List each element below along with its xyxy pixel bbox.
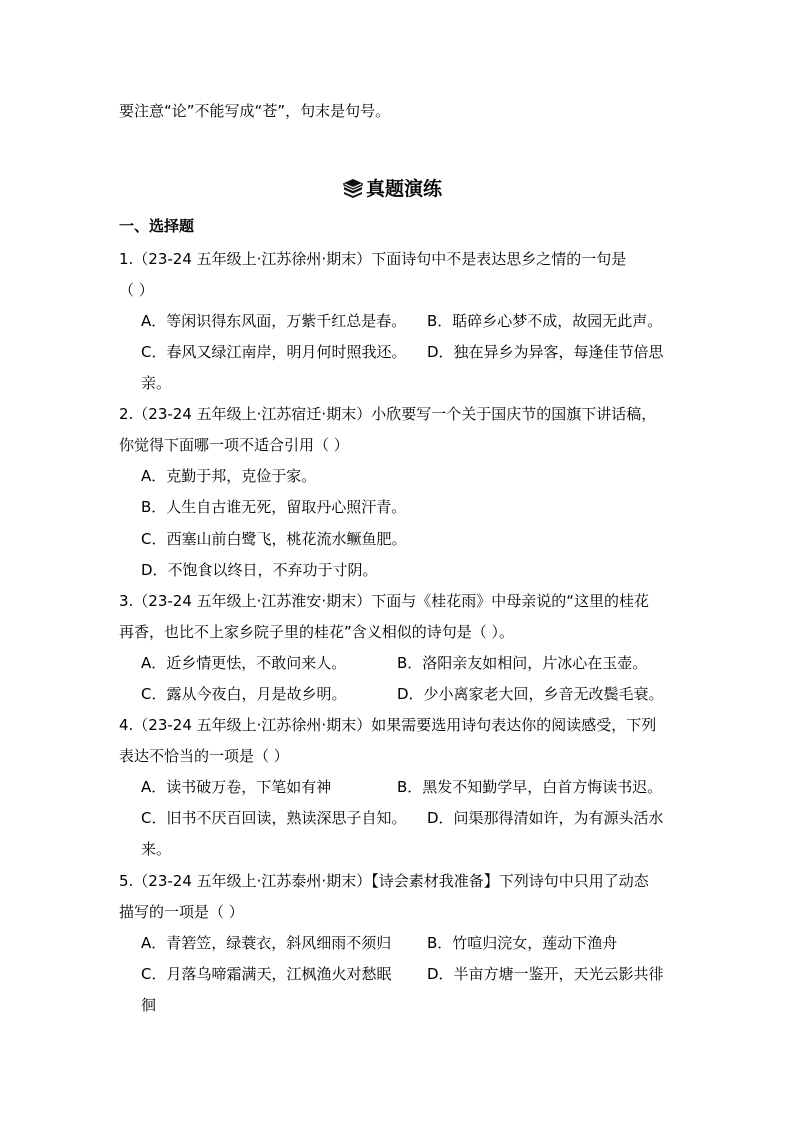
- question-3-stem-cont: 再香，也比不上家乡院子里的桂花”含义相似的诗句是（ ）。: [119, 623, 515, 641]
- question-4-option-c[interactable]: C．旧书不厌百回读，熟读深思子自知。: [141, 809, 407, 827]
- question-1-stem: 1.（23-24 五年级上·江苏徐州·期末）下面诗句中不是表达思乡之情的一句是: [119, 250, 627, 268]
- section-heading: [342, 177, 442, 201]
- question-5-option-d-cont: 徊: [141, 996, 157, 1014]
- question-1-option-a[interactable]: A．等闲识得东风面，万紫千红总是春。: [141, 312, 407, 330]
- question-2-option-b[interactable]: B．人生自古谁无死，留取丹心照汗青。: [141, 498, 407, 516]
- question-4-option-b[interactable]: B．黑发不知勤学早，白首方悔读书迟。: [397, 778, 663, 796]
- question-5-option-d[interactable]: D．半亩方塘一鉴开，天光云影共徘: [427, 965, 664, 983]
- stacked-books-icon: [342, 178, 364, 198]
- question-5-option-c[interactable]: C．月落乌啼霜满天，江枫渔火对愁眠: [141, 965, 392, 983]
- question-2-stem: 2.（23-24 五年级上·江苏宿迁·期末）小欣要写一个关于国庆节的国旗下讲话稿，: [119, 405, 657, 423]
- question-1-option-c[interactable]: C．春风又绿江南岸，明月何时照我还。: [141, 343, 407, 361]
- question-3-option-d[interactable]: D．少小离家老大回，乡音无改鬓毛衰。: [397, 685, 664, 703]
- question-5-stem: 5.（23-24 五年级上·江苏泰州·期末）【诗会素材我准备】下列诗句中只用了动态: [119, 872, 649, 890]
- question-2-option-a[interactable]: A．克勤于邦，克俭于家。: [141, 467, 317, 485]
- question-5-stem-cont: 描写的一项是（ ）: [119, 903, 244, 921]
- intro-text: 要注意“论”不能写成“苍”，句末是句号。: [119, 102, 391, 120]
- question-1-option-d-cont: 亲。: [141, 374, 172, 392]
- question-3-stem: 3.（23-24 五年级上·江苏淮安·期末）下面与《桂花雨》中母亲说的“这里的桂花: [119, 592, 649, 610]
- question-4-option-d-cont: 来。: [141, 840, 172, 858]
- question-2-stem-cont: 你觉得下面哪一项不适合引用（ ）: [119, 436, 349, 454]
- question-5-option-b[interactable]: B．竹喧归浣女，莲动下渔舟: [427, 934, 618, 952]
- question-4-stem-cont: 表达不恰当的一项是（ ）: [119, 747, 289, 765]
- question-3-option-c[interactable]: C．露从今夜白，月是故乡明。: [141, 685, 347, 703]
- question-1-option-b[interactable]: B．聒碎乡心梦不成，故园无此声。: [427, 312, 663, 330]
- question-3-option-a[interactable]: A．近乡情更怯，不敢问来人。: [141, 654, 347, 672]
- question-2-option-c[interactable]: C．西塞山前白鹭飞，桃花流水鳜鱼肥。: [141, 530, 407, 548]
- section-heading-text: 真题演练: [366, 178, 443, 200]
- part-title: 一、选择题: [119, 217, 195, 235]
- question-4-option-a[interactable]: A．读书破万卷，下笔如有神: [141, 778, 332, 796]
- question-5-option-a[interactable]: A．青箬笠，绿蓑衣，斜风细雨不须归: [141, 934, 392, 952]
- question-2-option-d[interactable]: D．不饱食以终日，不弃功于寸阴。: [141, 561, 378, 579]
- question-1-option-d[interactable]: D．独在异乡为异客，每逢佳节倍思: [427, 343, 664, 361]
- question-4-stem: 4.（23-24 五年级上·江苏徐州·期末）如果需要选用诗句表达你的阅读感受，下列: [119, 716, 657, 734]
- question-3-option-b[interactable]: B．洛阳亲友如相问，片冰心在玉壶。: [397, 654, 648, 672]
- question-1-stem-cont: （ ）: [119, 281, 154, 299]
- question-4-option-d[interactable]: D．问渠那得清如许，为有源头活水: [427, 809, 664, 827]
